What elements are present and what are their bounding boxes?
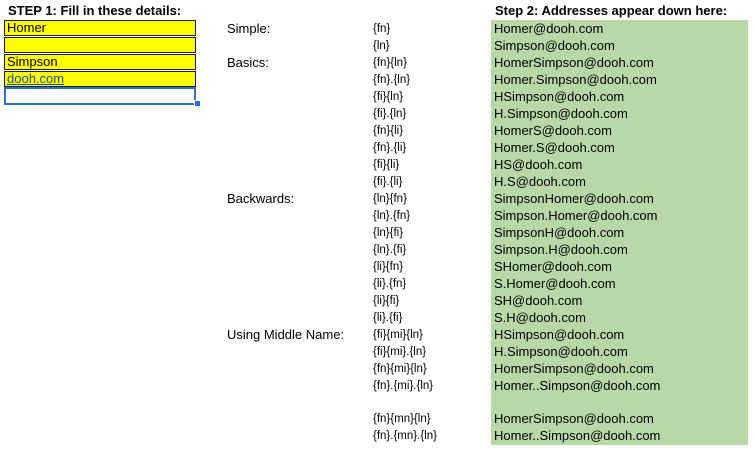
section-label-basics: Basics:	[227, 55, 269, 70]
section-label-simple: Simple:	[227, 21, 271, 36]
pattern-cell[interactable]: {li}{fi}	[373, 295, 400, 307]
step1-heading: STEP 1: Fill in these details:	[8, 3, 182, 18]
email-cell[interactable]: HomerSimpson@dooh.com	[494, 411, 654, 426]
email-cell[interactable]: S.Homer@dooh.com	[494, 276, 616, 291]
email-cell[interactable]: H.Simpson@dooh.com	[494, 344, 628, 359]
email-cell[interactable]: SimpsonH@dooh.com	[494, 225, 625, 240]
email-cell[interactable]: HS@dooh.com	[494, 157, 583, 172]
section-label-middle-name: Using Middle Name:	[227, 327, 345, 342]
pattern-cell[interactable]: {ln}.{fi}	[373, 244, 407, 256]
pattern-cell[interactable]: {fn}{mn}{ln}	[373, 413, 431, 425]
email-cell[interactable]: Homer.Simpson@dooh.com	[494, 72, 657, 87]
pattern-cell[interactable]: {fi}{li}	[373, 159, 400, 171]
pattern-cell[interactable]: {fn}{mi}{ln}	[373, 363, 427, 375]
pattern-cell[interactable]: {fi}{ln}	[373, 91, 404, 103]
email-cell[interactable]: HSimpson@dooh.com	[494, 327, 625, 342]
email-cell[interactable]: Homer..Simpson@dooh.com	[494, 378, 661, 393]
pattern-cell[interactable]: {ln}.{fn}	[373, 210, 411, 222]
pattern-cell[interactable]: {li}{fn}	[373, 261, 404, 273]
pattern-cell[interactable]: {ln}	[373, 40, 390, 52]
last-name-cell[interactable]: Simpson	[4, 54, 196, 70]
domain-cell[interactable]: dooh.com	[4, 71, 196, 87]
section-label-backwards: Backwards:	[227, 191, 295, 206]
pattern-cell[interactable]: {ln}{fn}	[373, 193, 407, 205]
pattern-cell[interactable]: {fi}.{ln}	[373, 108, 407, 120]
middle-name-cell[interactable]	[4, 37, 196, 53]
email-cell[interactable]: Simpson.Homer@dooh.com	[494, 208, 658, 223]
email-cell[interactable]: HomerSimpson@dooh.com	[494, 55, 654, 70]
email-cell[interactable]: Simpson.H@dooh.com	[494, 242, 628, 257]
pattern-cell[interactable]: {fn}.{mn}.{ln}	[373, 430, 437, 442]
pattern-cell[interactable]: {ln}{fi}	[373, 227, 404, 239]
pattern-cell[interactable]: {fn}.{li}	[373, 142, 407, 154]
email-cell[interactable]: Homer..Simpson@dooh.com	[494, 428, 661, 443]
email-cell[interactable]: HomerS@dooh.com	[494, 123, 612, 138]
email-cell[interactable]: Simpson@dooh.com	[494, 38, 615, 53]
email-cell[interactable]: S.H@dooh.com	[494, 310, 586, 325]
step2-heading: Step 2: Addresses appear down here:	[495, 3, 728, 18]
email-cell[interactable]: HSimpson@dooh.com	[494, 89, 625, 104]
email-cell[interactable]: SHomer@dooh.com	[494, 259, 612, 274]
pattern-cell[interactable]: {fi}{mi}{ln}	[373, 329, 423, 341]
pattern-cell[interactable]: {fn}{ln}	[373, 57, 407, 69]
pattern-cell[interactable]: {fn}{li}	[373, 125, 404, 137]
pattern-cell[interactable]: {li}.{fi}	[373, 312, 403, 324]
pattern-cell[interactable]: {fn}	[373, 23, 391, 35]
pattern-cell[interactable]: {fn}.{mi}.{ln}	[373, 380, 434, 392]
email-cell[interactable]: SH@dooh.com	[494, 293, 583, 308]
pattern-cell[interactable]: {fi}.{li}	[373, 176, 403, 188]
pattern-cell[interactable]: {fn}.{ln}	[373, 74, 411, 86]
email-cell[interactable]: Homer.S@dooh.com	[494, 140, 615, 155]
pattern-cell[interactable]: {fi}{mi}.{ln}	[373, 346, 427, 358]
email-cell[interactable]: H.Simpson@dooh.com	[494, 106, 628, 121]
email-cell[interactable]: HomerSimpson@dooh.com	[494, 361, 654, 376]
email-cell[interactable]: Homer@dooh.com	[494, 21, 604, 36]
email-cell[interactable]: SimpsonHomer@dooh.com	[494, 191, 654, 206]
fill-handle[interactable]	[194, 100, 201, 107]
pattern-cell[interactable]: {li}.{fn}	[373, 278, 407, 290]
selected-empty-cell[interactable]	[4, 87, 196, 105]
first-name-cell[interactable]: Homer	[4, 20, 196, 36]
email-cell[interactable]: H.S@dooh.com	[494, 174, 586, 189]
